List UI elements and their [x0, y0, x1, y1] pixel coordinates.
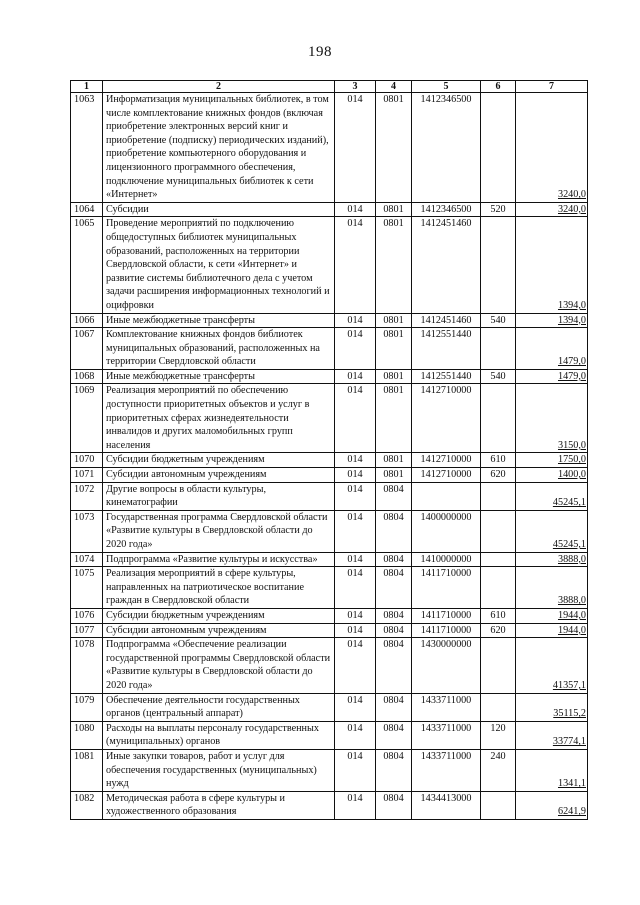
row-target-article: 1412451460	[412, 313, 481, 328]
row-target-article: 1433711000	[412, 721, 481, 749]
table-row	[71, 791, 588, 819]
table-row	[71, 313, 588, 328]
row-expense-type: 540	[481, 369, 516, 384]
row-amount	[516, 93, 588, 203]
row-department-code: 014	[335, 552, 376, 567]
row-amount	[516, 721, 588, 749]
amount-value: 3240,0	[557, 189, 586, 201]
table-row	[71, 482, 588, 510]
header-col-1: 1	[71, 81, 103, 93]
row-expense-type: 620	[481, 623, 516, 638]
row-expense-type	[481, 693, 516, 721]
row-name: Информатизация муниципальных библиотек, в том числе комплектование книжных фондов (включая приобретение электронных версий книг и приобретение (подписку) периодических изданий), приобретение компьютерного оборудования и лицензионного программного обеспечения, подключение муниципальных библиотек к сети «Интернет»	[103, 93, 335, 203]
amount-value: 1394,0	[557, 299, 586, 311]
row-expense-type	[481, 328, 516, 370]
row-expense-type	[481, 93, 516, 203]
header-col-7: 7	[516, 81, 588, 93]
row-department-code: 014	[335, 608, 376, 623]
row-number: 1066	[71, 313, 103, 328]
row-target-article	[412, 482, 481, 510]
row-number: 1078	[71, 638, 103, 693]
row-target-article: 1433711000	[412, 693, 481, 721]
row-expense-type: 610	[481, 608, 516, 623]
row-name: Подпрограмма «Обеспечение реализации государственной программы Свердловской области «Развитие культуры в Свердловской области до 2020 года»	[103, 638, 335, 693]
row-number: 1082	[71, 791, 103, 819]
table-row	[71, 623, 588, 638]
row-expense-type: 620	[481, 468, 516, 483]
row-section-code: 0804	[376, 638, 412, 693]
row-target-article: 1411710000	[412, 623, 481, 638]
row-name: Иные закупки товаров, работ и услуг для обеспечения государственных (муниципальных) нужд	[103, 749, 335, 791]
row-target-article: 1400000000	[412, 510, 481, 552]
row-amount	[516, 623, 588, 638]
row-department-code: 014	[335, 313, 376, 328]
row-section-code: 0801	[376, 217, 412, 313]
row-section-code: 0804	[376, 693, 412, 721]
row-target-article: 1410000000	[412, 552, 481, 567]
table-row	[71, 384, 588, 453]
row-number: 1079	[71, 693, 103, 721]
row-section-code: 0804	[376, 510, 412, 552]
row-department-code: 014	[335, 721, 376, 749]
row-amount	[516, 328, 588, 370]
row-department-code: 014	[335, 623, 376, 638]
row-section-code: 0801	[376, 93, 412, 203]
page-number: 198	[308, 44, 332, 60]
row-expense-type	[481, 217, 516, 313]
row-name: Подпрограмма «Развитие культуры и искусства»	[103, 552, 335, 567]
table-row	[71, 328, 588, 370]
amount-value: 3150,0	[557, 439, 586, 451]
row-number: 1069	[71, 384, 103, 453]
row-name: Расходы на выплаты персоналу государственных (муниципальных) органов	[103, 721, 335, 749]
header-col-5: 5	[412, 81, 481, 93]
row-number: 1064	[71, 202, 103, 217]
amount-value: 1479,0	[557, 356, 586, 368]
row-section-code: 0801	[376, 328, 412, 370]
row-section-code: 0801	[376, 202, 412, 217]
row-expense-type: 240	[481, 749, 516, 791]
row-department-code: 014	[335, 202, 376, 217]
row-name: Другие вопросы в области культуры, кинематографии	[103, 482, 335, 510]
amount-value: 45245,1	[552, 539, 586, 550]
row-department-code: 014	[335, 638, 376, 693]
row-expense-type	[481, 510, 516, 552]
row-department-code: 014	[335, 791, 376, 819]
amount-value: 33774,1	[552, 736, 586, 748]
amount-value: 3240,0	[557, 203, 586, 215]
table-row	[71, 453, 588, 468]
row-expense-type	[481, 638, 516, 693]
row-section-code: 0801	[376, 313, 412, 328]
table-row	[71, 638, 588, 693]
amount-value: 35115,2	[553, 708, 586, 720]
table-row	[71, 567, 588, 609]
row-expense-type: 520	[481, 202, 516, 217]
row-name: Иные межбюджетные трансферты	[103, 313, 335, 328]
table-row	[71, 369, 588, 384]
row-department-code: 014	[335, 693, 376, 721]
header-col-3: 3	[335, 81, 376, 93]
row-department-code: 014	[335, 510, 376, 552]
row-amount	[516, 482, 588, 510]
row-target-article: 1412451460	[412, 217, 481, 313]
row-target-article: 1434413000	[412, 791, 481, 819]
row-section-code: 0801	[376, 453, 412, 468]
row-number: 1075	[71, 567, 103, 609]
row-number: 1076	[71, 608, 103, 623]
row-number: 1071	[71, 468, 103, 483]
row-name: Субсидии автономным учреждениям	[103, 623, 335, 638]
row-target-article: 1412346500	[412, 93, 481, 203]
amount-value: 41357,1	[552, 679, 586, 691]
row-section-code: 0804	[376, 552, 412, 567]
table-row	[71, 217, 588, 313]
amount-value: 1479,0	[557, 370, 586, 382]
row-target-article: 1411710000	[412, 567, 481, 609]
table-row	[71, 202, 588, 217]
row-amount	[516, 313, 588, 328]
row-amount	[516, 638, 588, 693]
row-number: 1080	[71, 721, 103, 749]
row-target-article: 1412551440	[412, 369, 481, 384]
row-amount	[516, 453, 588, 468]
amount-value: 45245,1	[552, 497, 586, 509]
row-amount	[516, 608, 588, 623]
row-number: 1070	[71, 453, 103, 468]
row-target-article: 1411710000	[412, 608, 481, 623]
row-target-article: 1412710000	[412, 468, 481, 483]
row-target-article: 1430000000	[412, 638, 481, 693]
row-target-article: 1412710000	[412, 453, 481, 468]
row-expense-type	[481, 482, 516, 510]
amount-value: 1944,0	[557, 624, 586, 636]
row-name: Субсидии бюджетным учреждениям	[103, 453, 335, 468]
row-name: Субсидии бюджетным учреждениям	[103, 608, 335, 623]
table-row	[71, 608, 588, 623]
row-section-code: 0804	[376, 721, 412, 749]
row-number: 1068	[71, 369, 103, 384]
row-section-code: 0804	[376, 749, 412, 791]
table-row	[71, 468, 588, 483]
row-department-code: 014	[335, 567, 376, 609]
row-amount	[516, 468, 588, 483]
row-expense-type	[481, 791, 516, 819]
row-name: Государственная программа Свердловской области «Развитие культуры в Свердловской области до 2020 года»	[103, 510, 335, 552]
row-department-code: 014	[335, 482, 376, 510]
row-amount	[516, 749, 588, 791]
row-section-code: 0804	[376, 791, 412, 819]
table-row	[71, 693, 588, 721]
row-department-code: 014	[335, 217, 376, 313]
amount-value: 6241,9	[557, 806, 586, 818]
row-number: 1081	[71, 749, 103, 791]
row-expense-type	[481, 567, 516, 609]
row-number: 1072	[71, 482, 103, 510]
row-amount	[516, 510, 588, 552]
row-name: Иные межбюджетные трансферты	[103, 369, 335, 384]
row-amount	[516, 567, 588, 609]
row-expense-type: 540	[481, 313, 516, 328]
row-amount	[516, 552, 588, 567]
row-department-code: 014	[335, 453, 376, 468]
row-number: 1077	[71, 623, 103, 638]
row-amount	[516, 202, 588, 217]
row-target-article: 1412551440	[412, 328, 481, 370]
header-col-6: 6	[481, 81, 516, 93]
row-department-code: 014	[335, 749, 376, 791]
row-expense-type	[481, 552, 516, 567]
row-expense-type: 120	[481, 721, 516, 749]
table-row	[71, 510, 588, 552]
row-department-code: 014	[335, 93, 376, 203]
row-amount	[516, 384, 588, 453]
amount-value: 1394,0	[557, 314, 586, 326]
row-target-article: 1412346500	[412, 202, 481, 217]
row-name: Обеспечение деятельности государственных органов (центральный аппарат)	[103, 693, 335, 721]
row-section-code: 0801	[376, 468, 412, 483]
amount-value: 3888,0	[557, 595, 586, 607]
row-department-code: 014	[335, 328, 376, 370]
row-name: Субсидии автономным учреждениям	[103, 468, 335, 483]
row-target-article: 1433711000	[412, 749, 481, 791]
amount-value: 1750,0	[557, 454, 586, 466]
row-department-code: 014	[335, 468, 376, 483]
row-name: Реализация мероприятий по обеспечению доступности приоритетных объектов и услуг в приоритетных сферах жизнедеятельности инвалидов и других маломобильных групп населения	[103, 384, 335, 453]
row-expense-type: 610	[481, 453, 516, 468]
budget-table	[70, 80, 588, 820]
row-amount	[516, 791, 588, 819]
row-department-code: 014	[335, 384, 376, 453]
header-col-4: 4	[376, 81, 412, 93]
row-section-code: 0804	[376, 482, 412, 510]
row-name: Комплектование книжных фондов библиотек муниципальных образований, расположенных на территории Свердловской области	[103, 328, 335, 370]
row-name: Методическая работа в сфере культуры и художественного образования	[103, 791, 335, 819]
row-section-code: 0801	[376, 369, 412, 384]
row-section-code: 0804	[376, 608, 412, 623]
row-amount	[516, 693, 588, 721]
row-section-code: 0801	[376, 384, 412, 453]
row-section-code: 0804	[376, 567, 412, 609]
table-header-row	[71, 81, 588, 93]
amount-value: 1400,0	[557, 469, 586, 481]
header-col-2: 2	[103, 81, 335, 93]
table-row	[71, 749, 588, 791]
row-name: Проведение мероприятий по подключению общедоступных библиотек муниципальных образований, расположенных на территории Свердловской области, к сети «Интернет» и развитие системы библиотечного дела с учетом задачи расширения информационных технологий и оцифровки	[103, 217, 335, 313]
row-target-article: 1412710000	[412, 384, 481, 453]
table-row	[71, 721, 588, 749]
row-name: Реализация мероприятий в сфере культуры, направленных на патриотическое воспитание граждан в Свердловской области	[103, 567, 335, 609]
table-row	[71, 552, 588, 567]
table-body	[71, 93, 588, 820]
row-name: Субсидии	[103, 202, 335, 217]
row-department-code: 014	[335, 369, 376, 384]
row-number: 1063	[71, 93, 103, 203]
row-amount	[516, 217, 588, 313]
row-number: 1065	[71, 217, 103, 313]
amount-value: 3888,0	[557, 553, 586, 565]
amount-value: 1944,0	[557, 609, 586, 621]
row-amount	[516, 369, 588, 384]
row-section-code: 0804	[376, 623, 412, 638]
row-number: 1067	[71, 328, 103, 370]
row-number: 1074	[71, 552, 103, 567]
row-expense-type	[481, 384, 516, 453]
table-row	[71, 93, 588, 203]
row-number: 1073	[71, 510, 103, 552]
amount-value: 1341,1	[557, 778, 586, 790]
